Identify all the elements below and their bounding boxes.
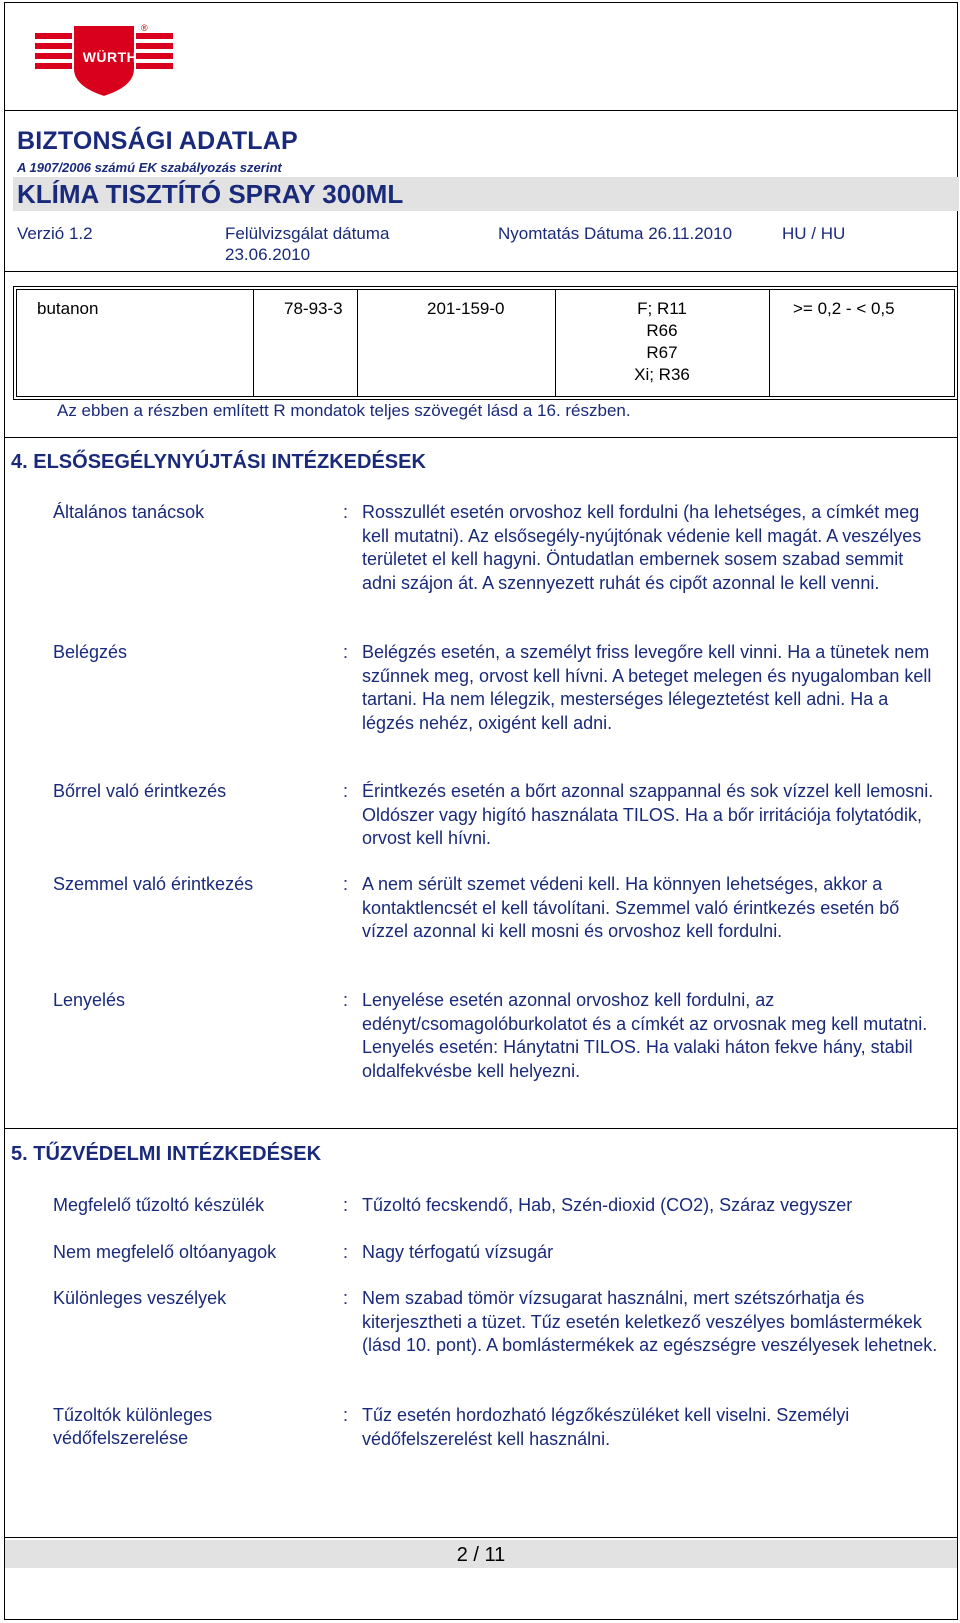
review-label: Felülvizsgálat dátuma <box>225 224 390 243</box>
wurth-logo <box>35 21 185 101</box>
classification-cell <box>555 298 769 386</box>
classification-line: R66 <box>646 321 678 340</box>
section-5-title: 5. TŰZVÉDELMI INTÉZKEDÉSEK <box>11 1143 322 1165</box>
section-divider <box>5 437 957 438</box>
separator-colon: : <box>343 990 349 1010</box>
separator-colon: : <box>343 781 349 801</box>
suitable-extinguishing-label: Megfelelő tűzoltó készülék <box>53 1195 265 1215</box>
suitable-extinguishing-text: Tűzoltó fecskendő, Hab, Szén-dioxid (CO2), Száraz vegyszer <box>362 1195 853 1215</box>
special-hazards-text: Nem szabad tömör vízsugarat használni, mert szétszórhatja és kiterjesztheti a tüzet. Tűz esetén keletkező veszélyes bomlástermékek (lásd 10. pont). A bomlástermékek az egészségre veszélyesek lehetnek. <box>362 1288 938 1355</box>
column-separator <box>253 290 254 396</box>
footer-divider <box>5 1537 957 1538</box>
version-label: Verzió 1.2 <box>17 224 93 243</box>
composition-table <box>13 286 958 400</box>
concentration: >= 0,2 - < 0,5 <box>793 299 895 318</box>
separator-colon: : <box>343 1242 349 1262</box>
eye-contact-text: A nem sérült szemet védeni kell. Ha könnyen lehetséges, akkor a kontaktlencsét el kell távolítani. Szemmel való érintkezés esetén bő vízzel azonnal ki kell mosni és orvoshoz kell fordulni. <box>362 874 900 941</box>
inhalation-text: Belégzés esetén, a személyt friss levegőre kell vinni. Ha a tünetek nem szűnnek meg, orvost kell hívni. A beteget melegen és nyugalomban kell tartani. Ha nem lélegzik, mesterséges lélegeztetést kell adni. Ha a légzés nehéz, oxigént kell adni. <box>362 642 932 733</box>
unsuitable-extinguishing-text: Nagy térfogatú vízsugár <box>362 1242 554 1262</box>
document-page <box>4 2 958 1620</box>
separator-colon: : <box>343 1195 349 1215</box>
section-divider <box>5 1128 957 1129</box>
header-divider <box>5 110 957 111</box>
composition-row <box>16 289 955 397</box>
substance-name: butanon <box>37 299 99 318</box>
separator-colon: : <box>343 1288 349 1308</box>
column-separator <box>357 290 358 396</box>
general-advice-label: Általános tanácsok <box>53 502 205 522</box>
column-separator <box>769 290 770 396</box>
inhalation-label: Belégzés <box>53 642 128 662</box>
product-name: KLÍMA TISZTÍTÓ SPRAY 300ML <box>17 179 404 209</box>
skin-contact-text: Érintkezés esetén a bőrt azonnal szappannal és sok vízzel kell lemosni. Oldószer vagy higító használata TILOS. Ha a bőr irritációja folytatódik, orvost kell hívni. <box>362 781 934 848</box>
regulation-subtitle: A 1907/2006 számú EK szabályozás szerint <box>17 160 282 175</box>
ingestion-text: Lenyelése esetén azonnal orvoshoz kell fordulni, az edényt/csomagolóburkolatot és a címkét az orvosnak meg kell mutatni. Lenyelés esetén: Hánytatni TILOS. Ha valaki háton fekve hány, stabil oldalfekvésbe kell helyezni. <box>362 990 928 1081</box>
document-title: BIZTONSÁGI ADATLAP <box>17 127 298 155</box>
separator-colon: : <box>343 1405 349 1425</box>
review-date: 23.06.2010 <box>225 245 311 264</box>
firefighter-equipment-label: Tűzoltók különleges védőfelszerelése <box>53 1405 213 1448</box>
firefighter-equipment-text: Tűz esetén hordozható légzőkészüléket kell viselni. Személyi védőfelszerelést kell használni. <box>362 1405 850 1449</box>
classification-line: R67 <box>646 343 678 362</box>
brand-wordmark: WÜRTH <box>82 49 138 65</box>
eye-contact-label: Szemmel való érintkezés <box>53 874 254 894</box>
ingestion-label: Lenyelés <box>53 990 126 1010</box>
special-hazards-label: Különleges veszélyek <box>53 1288 227 1308</box>
skin-contact-label: Bőrrel való érintkezés <box>53 781 227 801</box>
ec-number: 201-159-0 <box>427 299 505 318</box>
separator-colon: : <box>343 874 349 894</box>
classification-line: F; R11 <box>637 299 687 318</box>
print-date: Nyomtatás Dátuma 26.11.2010 <box>498 224 733 243</box>
general-advice-text: Rosszullét esetén orvoshoz kell fordulni (ha lehetséges, a címkét meg kell mutatni). Az elsősegély-nyújtónak védenie kell magát. A veszélyes területet el kell hagyni. Öntudatlan embernek sosem szabad semmit adni szájon át. A szennyezett ruhát és cipőt azonnal le kell venni. <box>362 502 922 593</box>
product-band <box>13 177 959 211</box>
r-phrases-note: Az ebben a részben említett R mondatok teljes szövegét lásd a 16. részben. <box>57 401 631 420</box>
page-number: 2 / 11 <box>456 1544 506 1566</box>
unsuitable-extinguishing-label: Nem megfelelő oltóanyagok <box>53 1242 277 1262</box>
meta-divider <box>5 271 957 272</box>
registered-mark: ® <box>141 23 148 33</box>
section-4-title: 4. ELSŐSEGÉLYNYÚJTÁSI INTÉZKEDÉSEK <box>11 451 426 473</box>
separator-colon: : <box>343 502 349 522</box>
separator-colon: : <box>343 642 349 662</box>
locale-label: HU / HU <box>782 224 846 243</box>
classification-line: Xi; R36 <box>634 365 690 384</box>
cas-number: 78-93-3 <box>284 299 343 318</box>
